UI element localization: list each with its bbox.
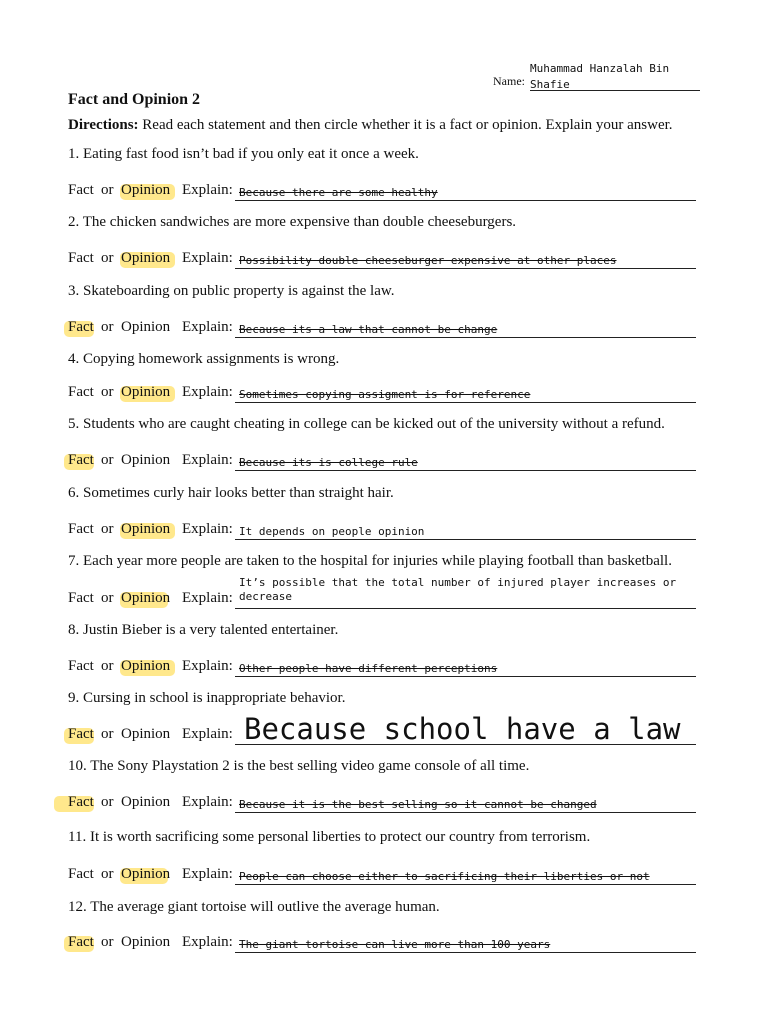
answer-text-3[interactable]: Because its a law that cannot be change xyxy=(239,323,498,336)
question-11: 11. It is worth sacrificing some personal liberties to protect our country from terrorism. xyxy=(68,829,591,845)
fact-option[interactable]: Fact xyxy=(68,250,94,266)
answer-text-8[interactable]: Other people have different perceptions xyxy=(239,662,498,675)
answer-line xyxy=(235,676,696,677)
fact-option[interactable]: Fact xyxy=(68,866,94,882)
opinion-option[interactable]: Opinion xyxy=(121,658,171,674)
explain-label: Explain: xyxy=(182,521,233,537)
answer-text-2[interactable]: Possibility double cheeseburger expensive at other places xyxy=(239,254,617,267)
name-underline xyxy=(530,90,700,91)
answer-text-9[interactable]: Because school have a law xyxy=(244,712,681,746)
answer-text-11[interactable]: People can choose either to sacrificing their liberties or not xyxy=(239,870,650,883)
fact-option[interactable]: Fact xyxy=(68,726,94,742)
answer-text-10[interactable]: Because it is the best selling so it cannot be changed xyxy=(239,798,597,811)
directions-text: Read each statement and then circle whether it is a fact or opinion. Explain your answer. xyxy=(138,117,673,133)
or-label: or xyxy=(101,934,114,950)
question-6: 6. Sometimes curly hair looks better than straight hair. xyxy=(68,485,394,501)
explain-label: Explain: xyxy=(182,590,233,606)
fact-option[interactable]: Fact xyxy=(68,521,94,537)
answer-line xyxy=(235,744,696,745)
explain-label: Explain: xyxy=(182,384,233,400)
explain-label: Explain: xyxy=(182,726,233,742)
or-label: or xyxy=(101,250,114,266)
opinion-option[interactable]: Opinion xyxy=(121,521,171,537)
explain-label: Explain: xyxy=(182,319,233,335)
fact-option[interactable]: Fact xyxy=(68,319,94,335)
opinion-option[interactable]: Opinion xyxy=(121,384,171,400)
answer-text-12[interactable]: The giant tortoise can live more than 100 years xyxy=(239,938,551,951)
explain-label: Explain: xyxy=(182,250,233,266)
or-label: or xyxy=(101,866,114,882)
question-10: 10. The Sony Playstation 2 is the best selling video game console of all time. xyxy=(68,758,530,774)
worksheet-title: Fact and Opinion 2 xyxy=(68,91,201,108)
question-7: 7. Each year more people are taken to the hospital for injuries while playing football than basketball. xyxy=(68,553,672,569)
explain-label: Explain: xyxy=(182,658,233,674)
or-label: or xyxy=(101,726,114,742)
name-label: Name: xyxy=(493,74,525,88)
answer-text-4[interactable]: Sometimes copying assigment is for reference xyxy=(239,388,531,401)
answer-line xyxy=(235,337,696,338)
opinion-option[interactable]: Opinion xyxy=(121,452,171,468)
answer-line xyxy=(235,812,696,813)
answer-line xyxy=(235,608,696,609)
or-label: or xyxy=(101,384,114,400)
explain-label: Explain: xyxy=(182,866,233,882)
opinion-option[interactable]: Opinion xyxy=(121,934,171,950)
answer-line xyxy=(235,884,696,885)
or-label: or xyxy=(101,794,114,810)
answer-line xyxy=(235,539,696,540)
answer-line xyxy=(235,402,696,403)
opinion-option[interactable]: Opinion xyxy=(121,182,171,198)
answer-line xyxy=(235,470,696,471)
fact-option[interactable]: Fact xyxy=(68,934,94,950)
student-name[interactable]: Muhammad Hanzalah Bin Shafie xyxy=(530,62,670,91)
answer-line xyxy=(235,268,696,269)
opinion-option[interactable]: Opinion xyxy=(121,319,171,335)
question-2: 2. The chicken sandwiches are more expensive than double cheeseburgers. xyxy=(68,214,517,230)
question-12: 12. The average giant tortoise will outlive the average human. xyxy=(68,899,440,915)
or-label: or xyxy=(101,521,114,537)
or-label: or xyxy=(101,319,114,335)
explain-label: Explain: xyxy=(182,182,233,198)
or-label: or xyxy=(101,452,114,468)
explain-label: Explain: xyxy=(182,794,233,810)
question-5: 5. Students who are caught cheating in college can be kicked out of the university without a refund. xyxy=(68,416,665,432)
answer-text-5[interactable]: Because its is college rule xyxy=(239,456,418,469)
question-3: 3. Skateboarding on public property is against the law. xyxy=(68,283,395,299)
opinion-option[interactable]: Opinion xyxy=(121,250,171,266)
or-label: or xyxy=(101,590,114,606)
opinion-option[interactable]: Opinion xyxy=(121,866,171,882)
fact-option[interactable]: Fact xyxy=(68,384,94,400)
answer-text-6[interactable]: It depends on people opinion xyxy=(239,525,425,538)
opinion-option[interactable]: Opinion xyxy=(121,794,171,810)
answer-line xyxy=(235,952,696,953)
fact-option[interactable]: Fact xyxy=(68,452,94,468)
directions-label: Directions: xyxy=(68,117,139,133)
answer-text-7[interactable] xyxy=(239,576,699,604)
fact-option[interactable]: Fact xyxy=(68,182,94,198)
answer-text-7-content: It’s possible that the total number of injured player increases or decrease xyxy=(239,576,677,603)
answer-text-1[interactable]: Because there are some healthy xyxy=(239,186,438,199)
or-label: or xyxy=(101,182,114,198)
question-4: 4. Copying homework assignments is wrong. xyxy=(68,351,340,367)
question-1: 1. Eating fast food isn’t bad if you only eat it once a week. xyxy=(68,146,419,162)
opinion-option[interactable]: Opinion xyxy=(121,590,171,606)
question-8: 8. Justin Bieber is a very talented entertainer. xyxy=(68,622,339,638)
fact-option[interactable]: Fact xyxy=(68,794,94,810)
question-9: 9. Cursing in school is inappropriate behavior. xyxy=(68,690,346,706)
directions xyxy=(68,117,673,134)
fact-option[interactable]: Fact xyxy=(68,590,94,606)
explain-label: Explain: xyxy=(182,934,233,950)
fact-option[interactable]: Fact xyxy=(68,658,94,674)
or-label: or xyxy=(101,658,114,674)
opinion-option[interactable]: Opinion xyxy=(121,726,171,742)
answer-line xyxy=(235,200,696,201)
explain-label: Explain: xyxy=(182,452,233,468)
